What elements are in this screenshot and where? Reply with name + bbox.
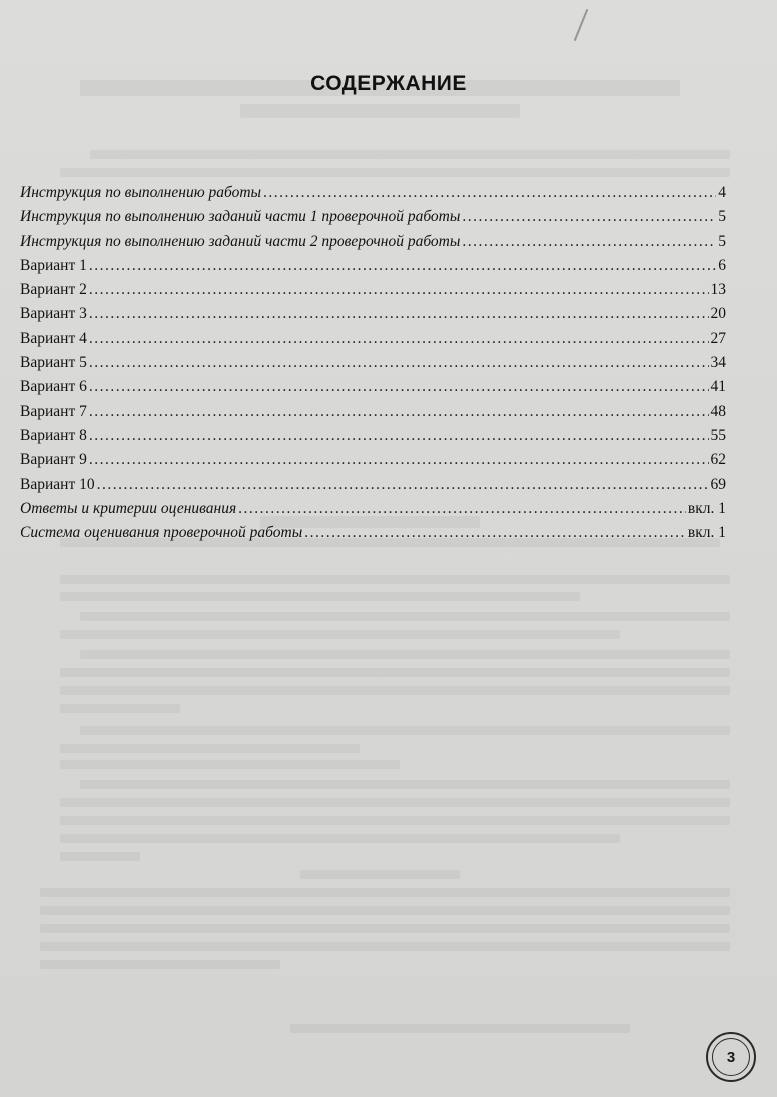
toc-entry bbox=[20, 305, 726, 329]
page-number: 3 bbox=[726, 1048, 736, 1066]
toc-entry-page: 27 bbox=[710, 329, 726, 347]
toc-entry bbox=[20, 281, 726, 305]
toc-leader-dots bbox=[89, 281, 709, 299]
toc-entry-label: Вариант 7 bbox=[20, 402, 87, 420]
toc-entry bbox=[20, 500, 726, 524]
toc-entry bbox=[20, 451, 726, 475]
toc-leader-dots bbox=[89, 451, 709, 469]
toc-entry bbox=[20, 378, 726, 402]
toc-entry bbox=[20, 330, 726, 354]
toc-entry-label: Инструкция по выполнению заданий части 2 проверочной работы bbox=[20, 232, 461, 250]
toc-leader-dots bbox=[238, 500, 686, 518]
toc-leader-dots bbox=[89, 427, 709, 445]
toc-entry-label: Вариант 9 bbox=[20, 451, 87, 469]
toc-leader-dots bbox=[89, 257, 716, 275]
toc-leader-dots bbox=[89, 354, 709, 372]
toc-entry-page: 55 bbox=[710, 426, 726, 444]
toc-entry-page: вкл. 1 bbox=[687, 524, 726, 542]
toc-entry bbox=[20, 524, 726, 548]
toc-leader-dots bbox=[462, 208, 716, 226]
toc-entry bbox=[20, 476, 726, 500]
toc-entry bbox=[20, 208, 726, 232]
toc-entry-label: Вариант 2 bbox=[20, 281, 87, 299]
toc-leader-dots bbox=[462, 233, 716, 251]
toc-entry bbox=[20, 427, 726, 451]
toc-entry-page: вкл. 1 bbox=[687, 499, 726, 517]
toc-entry-label: Вариант 1 bbox=[20, 256, 87, 274]
toc-entry-label: Вариант 3 bbox=[20, 305, 87, 323]
toc-entry-label: Вариант 8 bbox=[20, 426, 87, 444]
toc-entry-page: 5 bbox=[718, 208, 726, 226]
toc-entry-page: 5 bbox=[718, 232, 726, 250]
toc-entry-page: 6 bbox=[718, 256, 726, 274]
toc-leader-dots bbox=[89, 403, 709, 421]
toc-entry bbox=[20, 257, 726, 281]
toc-entry-label: Вариант 6 bbox=[20, 378, 87, 396]
toc-entry-page: 4 bbox=[718, 184, 726, 201]
toc-entry-label: Ответы и критерии оценивания bbox=[20, 499, 237, 517]
toc-entry-page: 62 bbox=[710, 451, 726, 469]
toc-entry bbox=[20, 184, 726, 208]
toc-entry-page: 34 bbox=[710, 354, 726, 372]
page-title: СОДЕРЖАНИЕ bbox=[310, 72, 467, 95]
toc-entry bbox=[20, 403, 726, 427]
toc-entry bbox=[20, 233, 726, 257]
toc-entry-label: Инструкция по выполнению работы bbox=[20, 184, 262, 201]
page-number-badge bbox=[706, 1032, 756, 1082]
toc-entry-page: 41 bbox=[710, 378, 726, 396]
toc-entry-page: 20 bbox=[710, 305, 726, 323]
toc-leader-dots bbox=[263, 184, 716, 202]
toc-leader-dots bbox=[89, 378, 709, 396]
toc-entry-label: Вариант 4 bbox=[20, 329, 87, 347]
toc-entry-label: Вариант 10 bbox=[20, 475, 95, 493]
toc-entry-label: Система оценивания проверочной работы bbox=[20, 524, 303, 542]
toc-entry-page: 69 bbox=[710, 475, 726, 493]
toc-leader-dots bbox=[89, 330, 709, 348]
toc-entry-label: Инструкция по выполнению заданий части 1 проверочной работы bbox=[20, 208, 461, 226]
toc-entry-page: 13 bbox=[710, 281, 726, 299]
toc-leader-dots bbox=[97, 476, 709, 494]
pen-mark bbox=[574, 9, 589, 41]
toc-entry-label: Вариант 5 bbox=[20, 354, 87, 372]
toc-entry-page: 48 bbox=[710, 402, 726, 420]
toc-leader-dots bbox=[304, 524, 686, 542]
toc-leader-dots bbox=[89, 305, 709, 323]
table-of-contents bbox=[20, 184, 726, 548]
toc-entry bbox=[20, 354, 726, 378]
